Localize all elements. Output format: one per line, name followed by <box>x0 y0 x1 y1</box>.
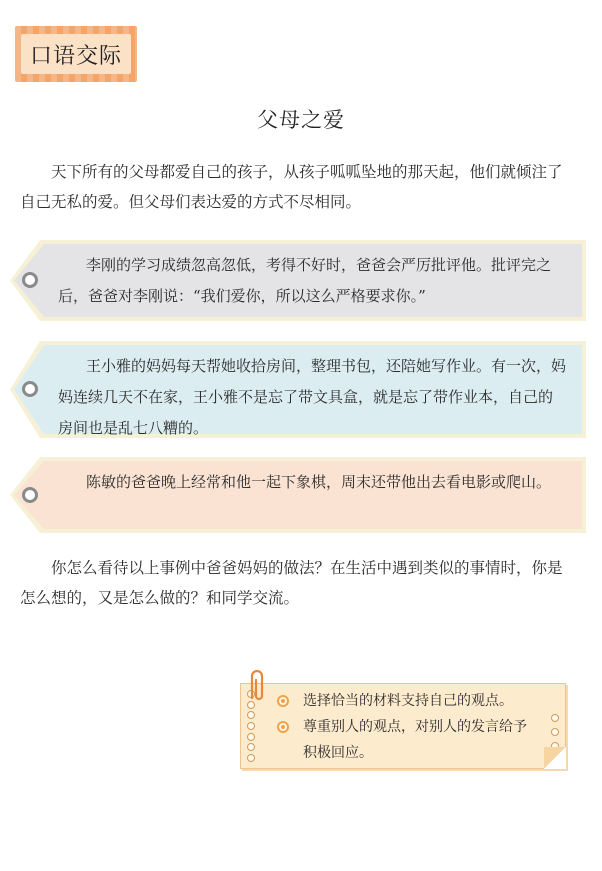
circle-bullet-icon <box>277 695 289 707</box>
section-badge-label: 口语交际 <box>21 34 131 74</box>
case-card-text: 王小雅的妈妈每天帮她收拾房间，整理书包，还陪她写作业。有一次，妈妈连续几天不在家，王小雅不是忘了带文具盒，就是忘了带作业本，自己的房间也是乱七八糟的。 <box>58 357 567 437</box>
case-card-1 <box>14 244 582 317</box>
tips-list <box>277 688 535 766</box>
tip-text: 选择恰当的材料支持自己的观点。 <box>303 693 513 709</box>
case-card-2 <box>14 345 582 437</box>
paperclip-icon <box>244 668 270 708</box>
binding-hole-icon <box>247 733 255 741</box>
binding-hole-icon <box>551 728 559 736</box>
tip-item <box>277 688 535 714</box>
circle-bullet-icon <box>277 721 289 733</box>
intro-paragraph: 天下所有的父母都爱自己的孩子，从孩子呱呱坠地的那天起，他们就倾注了自己无私的爱。但父母们表达爱的方式不尽相同。 <box>20 163 563 211</box>
tip-item <box>277 714 535 766</box>
section-badge <box>15 26 137 82</box>
page-title: 父母之爱 <box>257 108 345 132</box>
binding-hole-icon <box>551 714 559 722</box>
tip-text: 尊重别人的观点，对别人的发言给予积极回应。 <box>303 719 527 761</box>
note-binding-holes-right <box>551 714 559 750</box>
binding-hole-icon <box>247 722 255 730</box>
case-card-text: 李刚的学习成绩忽高忽低，考得不好时，爸爸会严厉批评他。批评完之后，爸爸对李刚说：“我们爱你，所以这么严格要求你。” <box>58 256 552 305</box>
binding-hole-icon <box>247 743 255 751</box>
discussion-question: 你怎么看待以上事例中爸爸妈妈的做法？在生活中遇到类似的事情时，你是怎么想的，又是怎么做的？和同学交流。 <box>20 559 563 607</box>
folded-corner-icon <box>544 747 566 769</box>
case-card-3 <box>14 461 582 529</box>
binding-hole-icon <box>247 754 255 762</box>
binding-hole-icon <box>247 711 255 719</box>
tips-note <box>240 683 566 769</box>
case-card-text: 陈敏的爸爸晚上经常和他一起下象棋，周末还带他出去看电影或爬山。 <box>86 473 552 491</box>
